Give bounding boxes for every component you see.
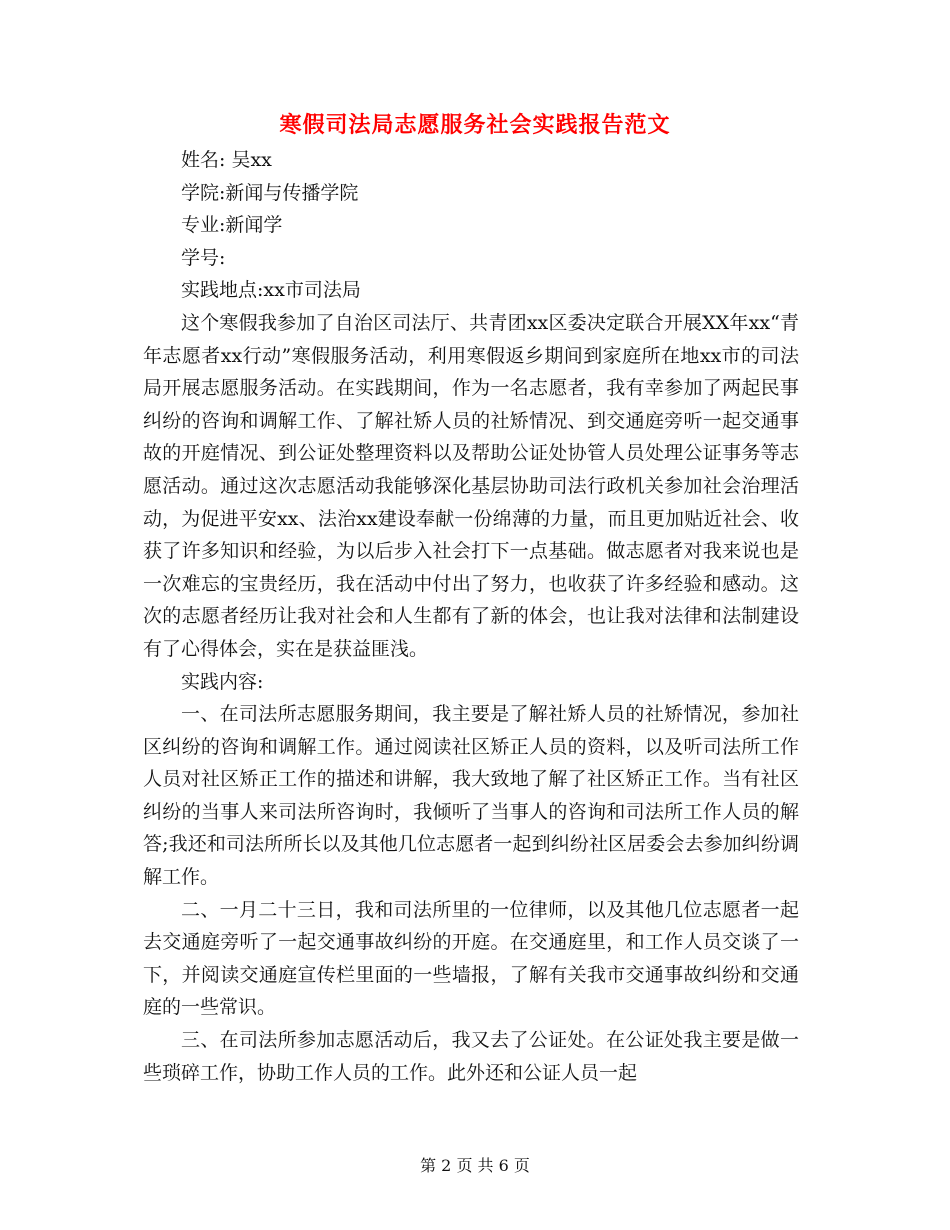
paragraph-intro: 这个寒假我参加了自治区司法厅、共青团xx区委决定联合开展XX年xx“青年志愿者xx行动”寒假服务活动，利用寒假返乡期间到家庭所在地xx市的司法局开展志愿服务活动。在实践期间，作为一名志愿者，我有幸参加了两起民事纠纷的咨询和调解工作、了解社矫人员的社矫情况、到交通庭旁听一起交通事故的开庭情况、到公证处整理资料以及帮助公证处协管人员处理公证事务等志愿活动。通过这次志愿活动我能够深化基层协助司法行政机关参加社会治理活动，为促进平安xx、法治xx建设奉献一份绵薄的力量，而且更加贴近社会、收获了许多知识和经验，为以后步入社会打下一点基础。做志愿者对我来说也是一次难忘的宝贵经历，我在活动中付出了努力，也收获了许多经验和感动。这次的志愿者经历让我对社会和人生都有了新的体会，也让我对法律和法制建设有了心得体会，实在是获益匪浅。 <box>143 311 799 660</box>
document-body <box>143 144 799 1089</box>
paragraph-item-1: 一、在司法所志愿服务期间，我主要是了解社矫人员的社矫情况，参加社区纠纷的咨询和调解工作。通过阅读社区矫正人员的资料，以及听司法所工作人员对社区矫正工作的描述和讲解，我大致地了解了社区矫正工作。当有社区纠纷的当事人来司法所咨询时，我倾听了当事人的咨询和司法所工作人员的解答;我还和司法所所长以及其他几位志愿者一起到纠纷社区居委会去参加纠纷调解工作。 <box>143 703 799 889</box>
info-college: 学院:新闻与传播学院 <box>181 181 359 204</box>
info-name: 姓名: 吴xx <box>181 149 272 171</box>
info-major: 专业:新闻学 <box>181 214 283 237</box>
info-student-id: 学号: <box>181 246 226 269</box>
page-footer: 第 2 页 共 6 页 <box>420 1156 530 1175</box>
paragraph-item-2: 二、一月二十三日，我和司法所里的一位律师，以及其他几位志愿者一起去交通庭旁听了一起交通事故纠纷的开庭。在交通庭里，和工作人员交谈了一下，并阅读交通庭宣传栏里面的一些墙报，了解有关我市交通事故纠纷和交通庭的一些常识。 <box>143 898 799 1019</box>
info-location: 实践地点:xx市司法局 <box>181 279 361 302</box>
section-heading-content: 实践内容: <box>181 670 264 693</box>
document-title: 寒假司法局志愿服务社会实践报告范文 <box>279 112 671 138</box>
paragraph-item-3: 三、在司法所参加志愿活动后，我又去了公证处。在公证处我主要是做一些琐碎工作，协助工作人员的工作。此外还和公证人员一起 <box>143 1029 799 1084</box>
